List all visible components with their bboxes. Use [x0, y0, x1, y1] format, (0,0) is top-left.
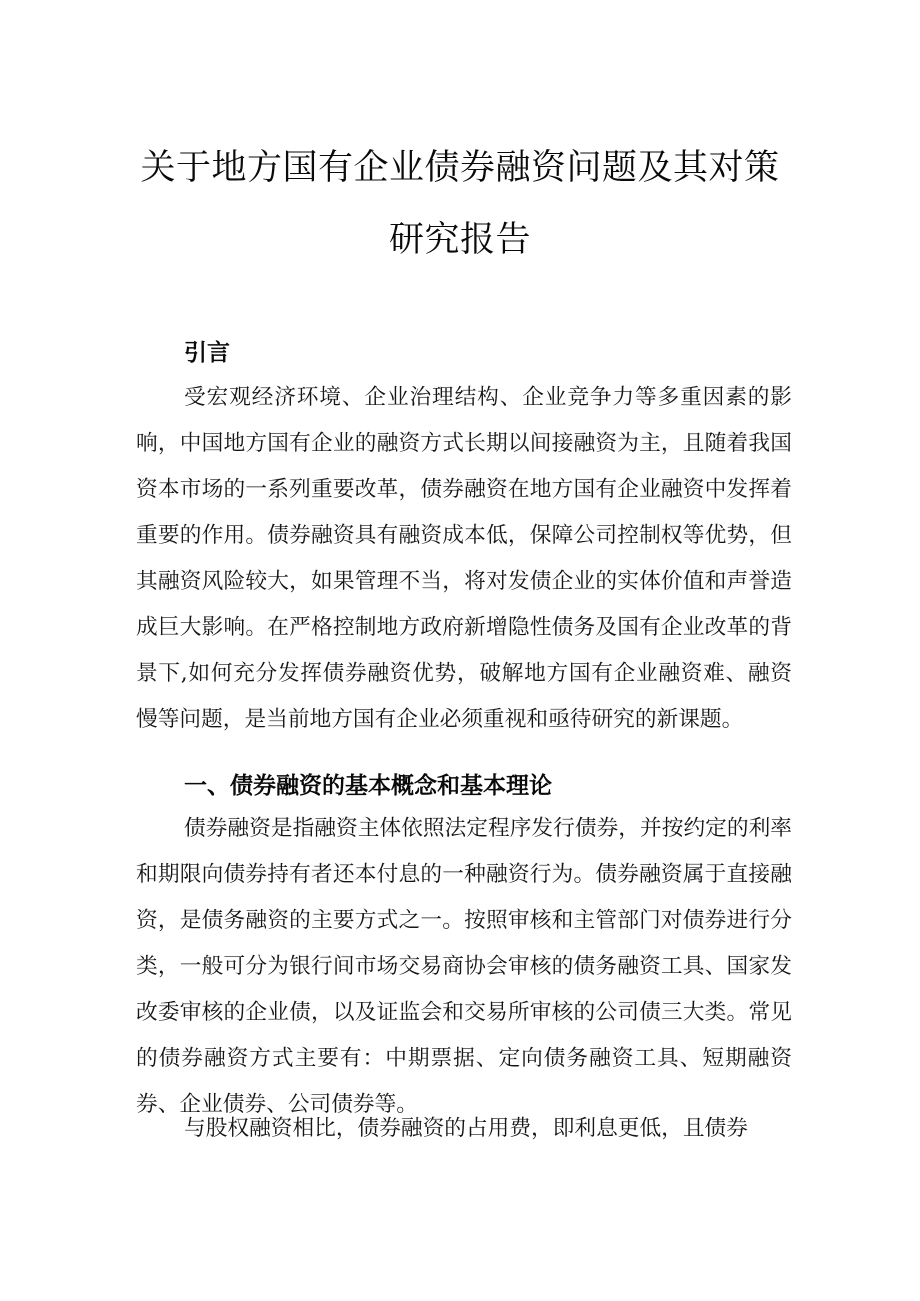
document-title-line-2: 研究报告	[388, 220, 531, 260]
intro-paragraph: 受宏观经济环境、企业治理结构、企业竞争力等多重因素的影响，中国地方国有企业的融资方式长期以间接融资为主，且随着我国资本市场的一系列重要改革，债券融资在地方国有企业融资中发挥着重要的作用。债券融资具有融资成本低，保障公司控制权等优势，但其融资风险较大，如果管理不当，将对发债企业的实体价值和声誉造成巨大影响。在严格控制地方政府新增隐性债务及国有企业改革的背景下,如何充分发挥债券融资优势，破解地方国有企业融资难、融资慢等问题，是当前地方国有企业必须重视和亟待研究的新课题。	[136, 385, 792, 732]
document-title-line-1: 关于地方国有企业债券融资问题及其对策	[140, 148, 780, 188]
intro-heading: 引言	[184, 340, 230, 366]
section-1-heading: 一、债券融资的基本概念和基本理论	[184, 773, 552, 799]
section-1-paragraph-1: 债券融资是指融资主体依照法定程序发行债券，并按约定的利率和期限向债券持有者还本付息的一种融资行为。债券融资属于直接融资，是债务融资的主要方式之一。按照审核和主管部门对债券进行分类，一般可分为银行间市场交易商协会审核的债务融资工具、国家发改委审核的企业债，以及证监会和交易所审核的公司债三大类。常见的债券融资方式主要有：中期票据、定向债务融资工具、短期融资券、企业债券、公司债券等。	[136, 816, 792, 1117]
section-1-paragraph-2: 与股权融资相比，债券融资的占用费，即利息更低，且债券	[184, 1116, 748, 1141]
